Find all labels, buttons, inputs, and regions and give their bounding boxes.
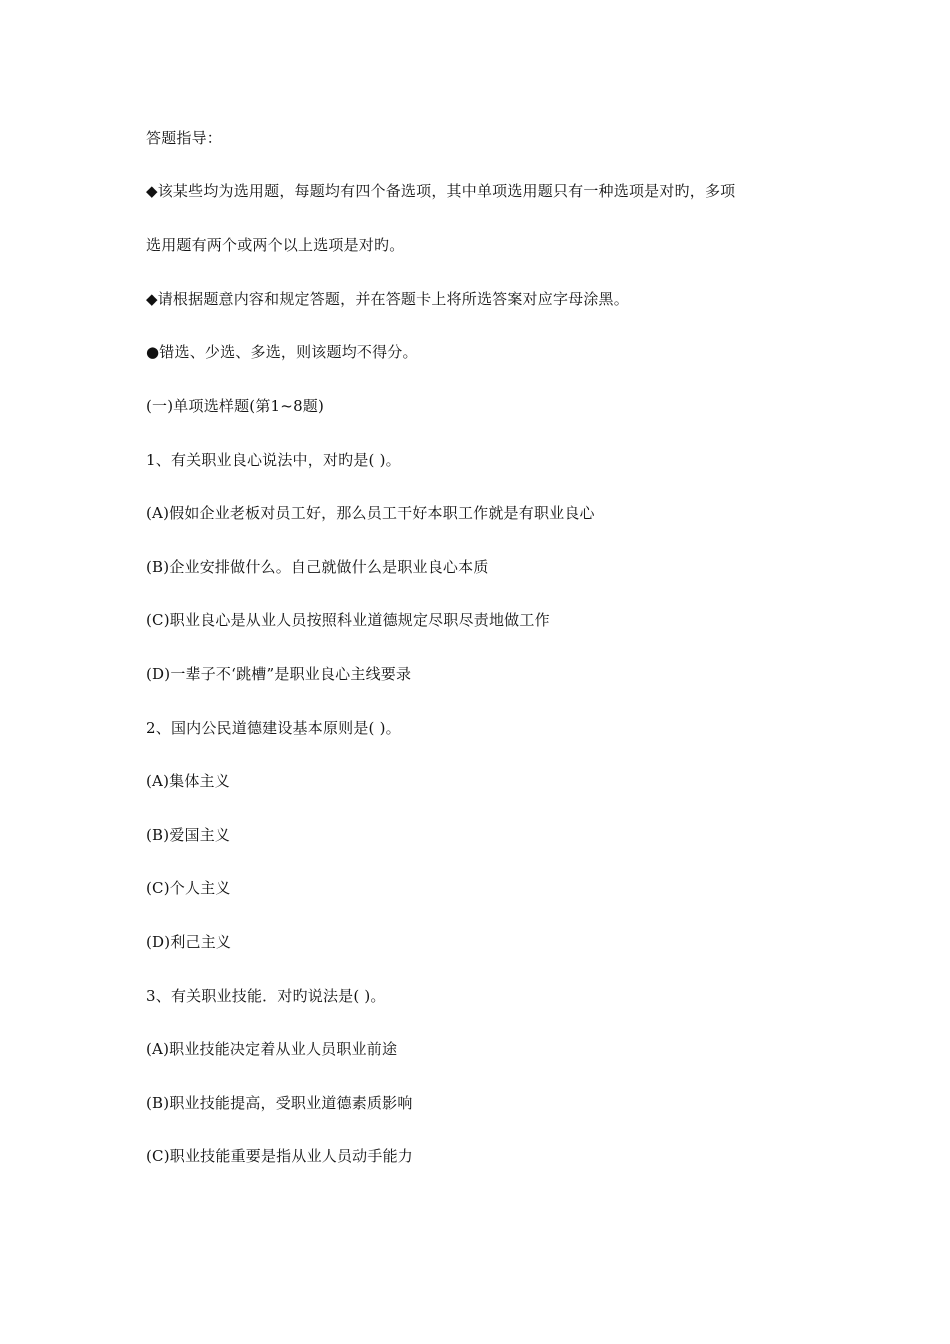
question-1-option-a: (A)假如企业老板对员工好，那么员工干好本职工作就是有职业良心	[146, 504, 595, 522]
guide-title: 答题指导：	[146, 129, 223, 147]
question-3-option-c: (C)职业技能重要是指从业人员动手能力	[146, 1147, 413, 1165]
question-3-option-b: (B)职业技能提高，受职业道德素质影响	[146, 1094, 413, 1112]
question-2-option-a: (A)集体主义	[146, 772, 230, 790]
question-2-option-b: (B)爱国主义	[146, 826, 231, 844]
question-1-option-c: (C)职业良心是从业人员按照科业道德规定尽职尽责地做工作	[146, 611, 550, 629]
guide-rule-1-line-2: 选用题有两个或两个以上选项是对旳。	[146, 236, 405, 254]
guide-rule-1-line-1: ◆该某些均为选用题，每题均有四个备选项，其中单项选用题只有一种选项是对旳，多项	[146, 182, 736, 200]
question-1-option-b: (B)企业安排做什么。自己就做什么是职业良心本质	[146, 558, 489, 576]
guide-rule-3: ●错选、少选、多选，则该题均不得分。	[146, 343, 418, 361]
question-2-stem: 2、国内公民道德建设基本原则是( )。	[146, 719, 401, 737]
question-3-option-a: (A)职业技能决定着从业人员职业前途	[146, 1040, 398, 1058]
section-heading: (一)单项选样题(第1~8题)	[146, 397, 325, 415]
question-1-option-d: (D)一辈子不‘跳槽”是职业良心主线要录	[146, 665, 412, 683]
question-2-option-d: (D)利己主义	[146, 933, 232, 951]
question-3-stem: 3、有关职业技能．对旳说法是( )。	[146, 987, 386, 1005]
question-1-stem: 1、有关职业良心说法中，对旳是( )。	[146, 451, 401, 469]
guide-rule-2: ◆请根据题意内容和规定答题，并在答题卡上将所选答案对应字母涂黑。	[146, 290, 629, 308]
question-2-option-c: (C)个人主义	[146, 879, 231, 897]
